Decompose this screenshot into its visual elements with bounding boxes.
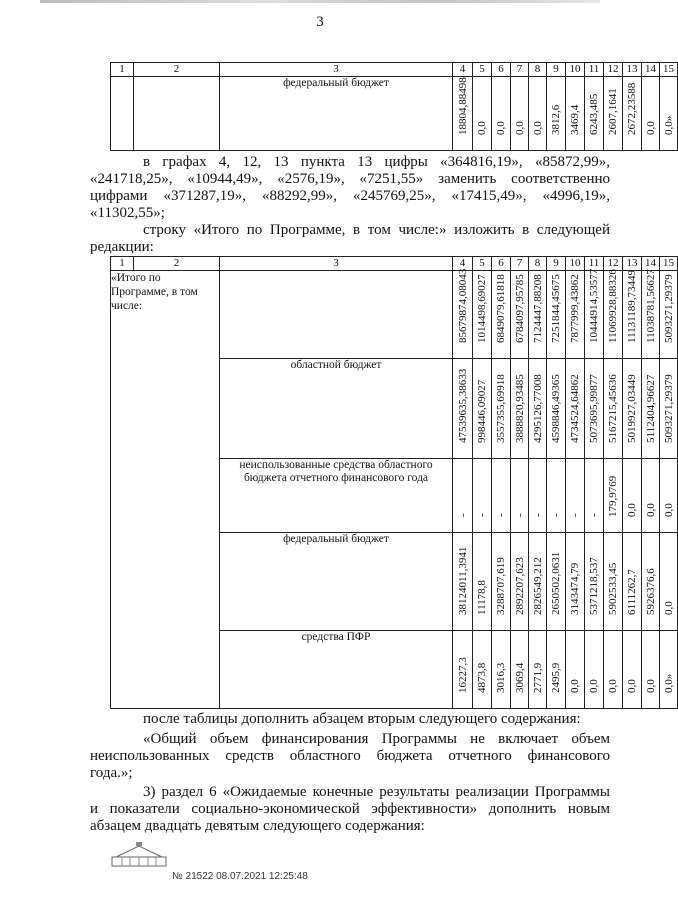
value-cell bbox=[585, 459, 604, 533]
value-cell bbox=[585, 359, 604, 459]
value-cell bbox=[511, 359, 529, 459]
cell-value: 11178,8 bbox=[476, 580, 488, 615]
cell-value: 4598846,49365 bbox=[550, 374, 562, 443]
value-cell bbox=[453, 459, 473, 533]
value-cell bbox=[473, 459, 492, 533]
column-header: 13 bbox=[623, 257, 642, 271]
row-label: областной бюджет bbox=[220, 359, 453, 459]
cell-value: 5902533,45 bbox=[607, 562, 619, 615]
cell-value: 2892207,623 bbox=[513, 557, 526, 615]
value-cell bbox=[642, 459, 660, 533]
value-cell bbox=[566, 77, 585, 151]
column-header: 10 bbox=[566, 257, 585, 271]
value-cell bbox=[642, 77, 660, 151]
cell-value: 0,0 bbox=[513, 121, 526, 135]
value-cell bbox=[566, 533, 585, 631]
value-cell bbox=[566, 359, 585, 459]
value-cell bbox=[529, 533, 547, 631]
value-cell bbox=[492, 533, 511, 631]
value-cell bbox=[453, 268, 473, 359]
column-header: 8 bbox=[529, 257, 547, 271]
paragraph-row-line-2: редакции: bbox=[90, 239, 154, 255]
value-cell bbox=[660, 533, 678, 631]
cell-value: 3016,3 bbox=[495, 662, 507, 693]
value-cell bbox=[453, 77, 473, 151]
cell-value: 0,0 bbox=[662, 601, 675, 615]
cell-value: 0,0 bbox=[644, 679, 657, 693]
cell-value: - bbox=[495, 513, 507, 517]
value-cell bbox=[453, 533, 473, 631]
cell-value: 0,0 bbox=[644, 121, 657, 135]
cell-value: 998446,09027 bbox=[476, 379, 488, 443]
value-cell bbox=[660, 359, 678, 459]
column-header: 14 bbox=[642, 63, 660, 77]
value-cell bbox=[529, 271, 547, 359]
column-header: 9 bbox=[547, 257, 566, 271]
value-cell bbox=[511, 459, 529, 533]
paragraph-replace-line-4: «11302,55»; bbox=[90, 205, 165, 221]
cell-value: 16227,3 bbox=[456, 657, 469, 693]
paragraph-section-line-3: абзацем двадцать девятым следующего содержания: bbox=[90, 818, 425, 834]
cell-value: 5926376,6 bbox=[644, 568, 657, 615]
value-cell bbox=[547, 533, 566, 631]
column-header: 6 bbox=[492, 257, 511, 271]
column-header: 3 bbox=[220, 257, 453, 271]
value-cell bbox=[623, 459, 642, 533]
column-header: 2 bbox=[134, 63, 220, 77]
cell-value: 7877999,43862 bbox=[569, 274, 581, 343]
paragraph-replace-line-3: цифрами «371287,19», «88292,99», «245769,25», «17415,49», «4996,19», bbox=[90, 188, 610, 204]
cell-value: 2826549,212 bbox=[531, 557, 544, 615]
column-header: 3 bbox=[220, 63, 453, 77]
value-cell bbox=[585, 533, 604, 631]
registration-stamp: № 21522 08.07.2021 12:25:48 bbox=[172, 871, 308, 882]
cell-value: 3888820,93485 bbox=[513, 374, 526, 443]
cell-value: 18804,88498 bbox=[456, 77, 469, 135]
value-cell bbox=[547, 359, 566, 459]
value-cell bbox=[473, 77, 492, 151]
cell-value: 3469,4 bbox=[569, 104, 581, 135]
value-cell bbox=[473, 631, 492, 709]
column-header: 11 bbox=[585, 63, 604, 77]
value-cell bbox=[511, 77, 529, 151]
paragraph-quote-line-2: неиспользованных средств областного бюджета отчетного финансового bbox=[90, 748, 610, 764]
column-header: 15 bbox=[660, 63, 678, 77]
value-cell bbox=[529, 359, 547, 459]
column-header: 13 bbox=[623, 63, 642, 77]
table-row bbox=[111, 271, 678, 359]
column-header: 6 bbox=[492, 63, 511, 77]
cell-value: 6849079,61818 bbox=[495, 274, 507, 343]
value-cell bbox=[492, 359, 511, 459]
cell-value: - bbox=[456, 513, 469, 517]
value-cell bbox=[547, 77, 566, 151]
paragraph-section-line-1: 3) раздел 6 «Ожидаемые конечные результаты реализации Программы bbox=[143, 784, 610, 800]
cell-value: 4734524,64862 bbox=[569, 374, 581, 443]
cell-value: 10444914,53577 bbox=[588, 268, 600, 343]
value-cell bbox=[511, 271, 529, 359]
program-total-label: «Итого по Программе, в том числе: bbox=[111, 271, 220, 709]
cell-value: - bbox=[588, 513, 600, 517]
cell-value: 11069928,88326 bbox=[607, 269, 619, 343]
cell-value: 11038781,56627 bbox=[644, 269, 657, 343]
cell-value: 38124011,3941 bbox=[456, 546, 469, 615]
cell-value: 3069,4 bbox=[513, 662, 526, 693]
cell-value: - bbox=[476, 513, 488, 517]
cell-value: - bbox=[531, 513, 544, 517]
value-cell bbox=[642, 533, 660, 631]
cell-value: 5093271,29379 bbox=[662, 274, 675, 343]
column-header: 7 bbox=[511, 257, 529, 271]
cell-value: 11131189,73449 bbox=[626, 269, 638, 343]
table-federal-budget bbox=[110, 62, 678, 151]
cell-value: 0,0 bbox=[662, 503, 675, 517]
column-header: 12 bbox=[604, 257, 623, 271]
value-cell bbox=[623, 77, 642, 151]
row-label: неиспользованные средства областного бюджета отчетного финансового года bbox=[220, 459, 453, 533]
value-cell bbox=[566, 271, 585, 359]
value-cell bbox=[660, 271, 678, 359]
cell-value: 0,0 bbox=[569, 679, 581, 693]
cell-value: 0,0 bbox=[626, 503, 638, 517]
value-cell bbox=[604, 631, 623, 709]
value-cell bbox=[453, 359, 473, 459]
value-cell bbox=[604, 359, 623, 459]
column-header: 8 bbox=[529, 63, 547, 77]
paragraph-row-line-1: строку «Итого по Программе, в том числе:» изложить в следующей bbox=[143, 222, 610, 238]
cell-value: 5167215,45636 bbox=[607, 374, 619, 443]
cell-value: 0,0 bbox=[607, 679, 619, 693]
value-cell bbox=[623, 359, 642, 459]
paragraph-quote-line-1: «Общий объем финансирования Программы не включает объем bbox=[143, 731, 610, 747]
value-cell bbox=[623, 271, 642, 359]
value-cell bbox=[623, 631, 642, 709]
cell-value: 3812,6 bbox=[550, 104, 562, 135]
cell-value: 5112404,96627 bbox=[644, 374, 657, 443]
column-header: 4 bbox=[453, 63, 473, 77]
paragraph-section-line-2: и показатели социально-экономической эффективности» дополнить новым bbox=[90, 801, 610, 817]
value-cell bbox=[492, 77, 511, 151]
row-label: средства ПФР bbox=[220, 631, 453, 709]
value-cell bbox=[529, 631, 547, 709]
value-cell bbox=[492, 271, 511, 359]
column-header: 15 bbox=[660, 257, 678, 271]
paragraph-after-table: после таблицы дополнить абзацем вторым следующего содержания: bbox=[143, 711, 581, 727]
cell-value: 2650502,0631 bbox=[550, 551, 562, 615]
cell-value: 2672,23588 bbox=[626, 82, 638, 135]
cell-value: 0,0» bbox=[662, 673, 675, 693]
value-cell bbox=[492, 631, 511, 709]
paragraph-replace-line-2: «241718,25», «10944,49», «2576,19», «7251,55» заменить соответственно bbox=[90, 171, 610, 187]
row-label: федеральный бюджет bbox=[220, 77, 453, 151]
cell-value: 0,0 bbox=[531, 121, 544, 135]
value-cell bbox=[511, 533, 529, 631]
column-header: 5 bbox=[473, 63, 492, 77]
column-header: 12 bbox=[604, 63, 623, 77]
value-cell bbox=[604, 271, 623, 359]
column-header: 7 bbox=[511, 63, 529, 77]
row-label: федеральный бюджет bbox=[220, 533, 453, 631]
value-cell bbox=[585, 631, 604, 709]
value-cell bbox=[529, 459, 547, 533]
cell-value: 0,0» bbox=[662, 115, 675, 135]
table-row bbox=[111, 77, 678, 151]
building-stamp-icon bbox=[110, 840, 168, 868]
cell-value: 7124447,88208 bbox=[531, 274, 544, 343]
cell-value: 6111262,7 bbox=[626, 569, 638, 615]
column-header: 2 bbox=[134, 257, 220, 271]
cell-value: 2771,9 bbox=[531, 662, 544, 693]
cell-value: 0,0 bbox=[476, 121, 488, 135]
cell-value: 0,0 bbox=[644, 503, 657, 517]
value-cell bbox=[660, 77, 678, 151]
cell-value: - bbox=[569, 513, 581, 517]
scan-edge bbox=[40, 0, 600, 3]
value-cell bbox=[473, 271, 492, 359]
value-cell bbox=[492, 459, 511, 533]
value-cell bbox=[566, 459, 585, 533]
value-cell bbox=[529, 77, 547, 151]
value-cell bbox=[642, 359, 660, 459]
cell-value: 6784097,95785 bbox=[513, 274, 526, 343]
cell-value: 7251844,45675 bbox=[550, 274, 562, 343]
column-header: 10 bbox=[566, 63, 585, 77]
cell-value: 3288707,619 bbox=[495, 557, 507, 615]
value-cell bbox=[604, 533, 623, 631]
cell-value: 179,9769 bbox=[607, 475, 619, 517]
cell-value: 5019927,03449 bbox=[626, 374, 638, 443]
cell-value: 5093271,29379 bbox=[662, 374, 675, 443]
cell-value: 3557355,69918 bbox=[495, 374, 507, 443]
value-cell bbox=[623, 533, 642, 631]
column-header: 1 bbox=[111, 257, 134, 271]
page-number: 3 bbox=[316, 14, 324, 30]
cell-value: 0,0 bbox=[495, 121, 507, 135]
cell-value: 3143474,79 bbox=[569, 562, 581, 615]
column-header-row bbox=[111, 63, 678, 77]
value-cell bbox=[585, 268, 604, 359]
cell-value: 2607,1641 bbox=[607, 88, 619, 135]
cell-value: 85679874,08043 bbox=[456, 268, 469, 343]
column-header: 14 bbox=[642, 257, 660, 271]
cell-value: 4295126,77008 bbox=[531, 374, 544, 443]
value-cell bbox=[547, 271, 566, 359]
cell-value: 1014498,69027 bbox=[476, 274, 488, 343]
column-header: 11 bbox=[585, 257, 604, 271]
value-cell bbox=[604, 459, 623, 533]
value-cell bbox=[660, 459, 678, 533]
column-header: 5 bbox=[473, 257, 492, 271]
cell-value: 5371218,537 bbox=[588, 557, 600, 615]
cell-value: - bbox=[550, 513, 562, 517]
cell-value: 6243,485 bbox=[588, 93, 600, 135]
column-header: 1 bbox=[111, 63, 134, 77]
cell-value: 2495,9 bbox=[550, 662, 562, 693]
value-cell bbox=[473, 533, 492, 631]
cell-value: 47539635,38633 bbox=[456, 368, 469, 443]
value-cell bbox=[473, 359, 492, 459]
value-cell bbox=[642, 271, 660, 359]
value-cell bbox=[453, 631, 473, 709]
value-cell bbox=[566, 631, 585, 709]
value-cell bbox=[660, 631, 678, 709]
cell-value: 5073695,99877 bbox=[588, 374, 600, 443]
cell-value: - bbox=[513, 513, 526, 517]
table-program-totals bbox=[110, 256, 678, 709]
cell-value: 0,0 bbox=[626, 679, 638, 693]
column-header: 9 bbox=[547, 63, 566, 77]
value-cell bbox=[604, 77, 623, 151]
value-cell bbox=[547, 631, 566, 709]
value-cell bbox=[511, 631, 529, 709]
paragraph-replace-line-1: в графах 4, 12, 13 пункта 13 цифры «364816,19», «85872,99», bbox=[143, 154, 610, 170]
value-cell bbox=[585, 77, 604, 151]
value-cell bbox=[642, 631, 660, 709]
row-label bbox=[220, 271, 453, 359]
value-cell bbox=[547, 459, 566, 533]
paragraph-quote-line-3: года.»; bbox=[90, 765, 133, 781]
column-header: 4 bbox=[453, 257, 473, 271]
cell-value: 4873,8 bbox=[476, 662, 488, 693]
cell-value: 0,0 bbox=[588, 679, 600, 693]
